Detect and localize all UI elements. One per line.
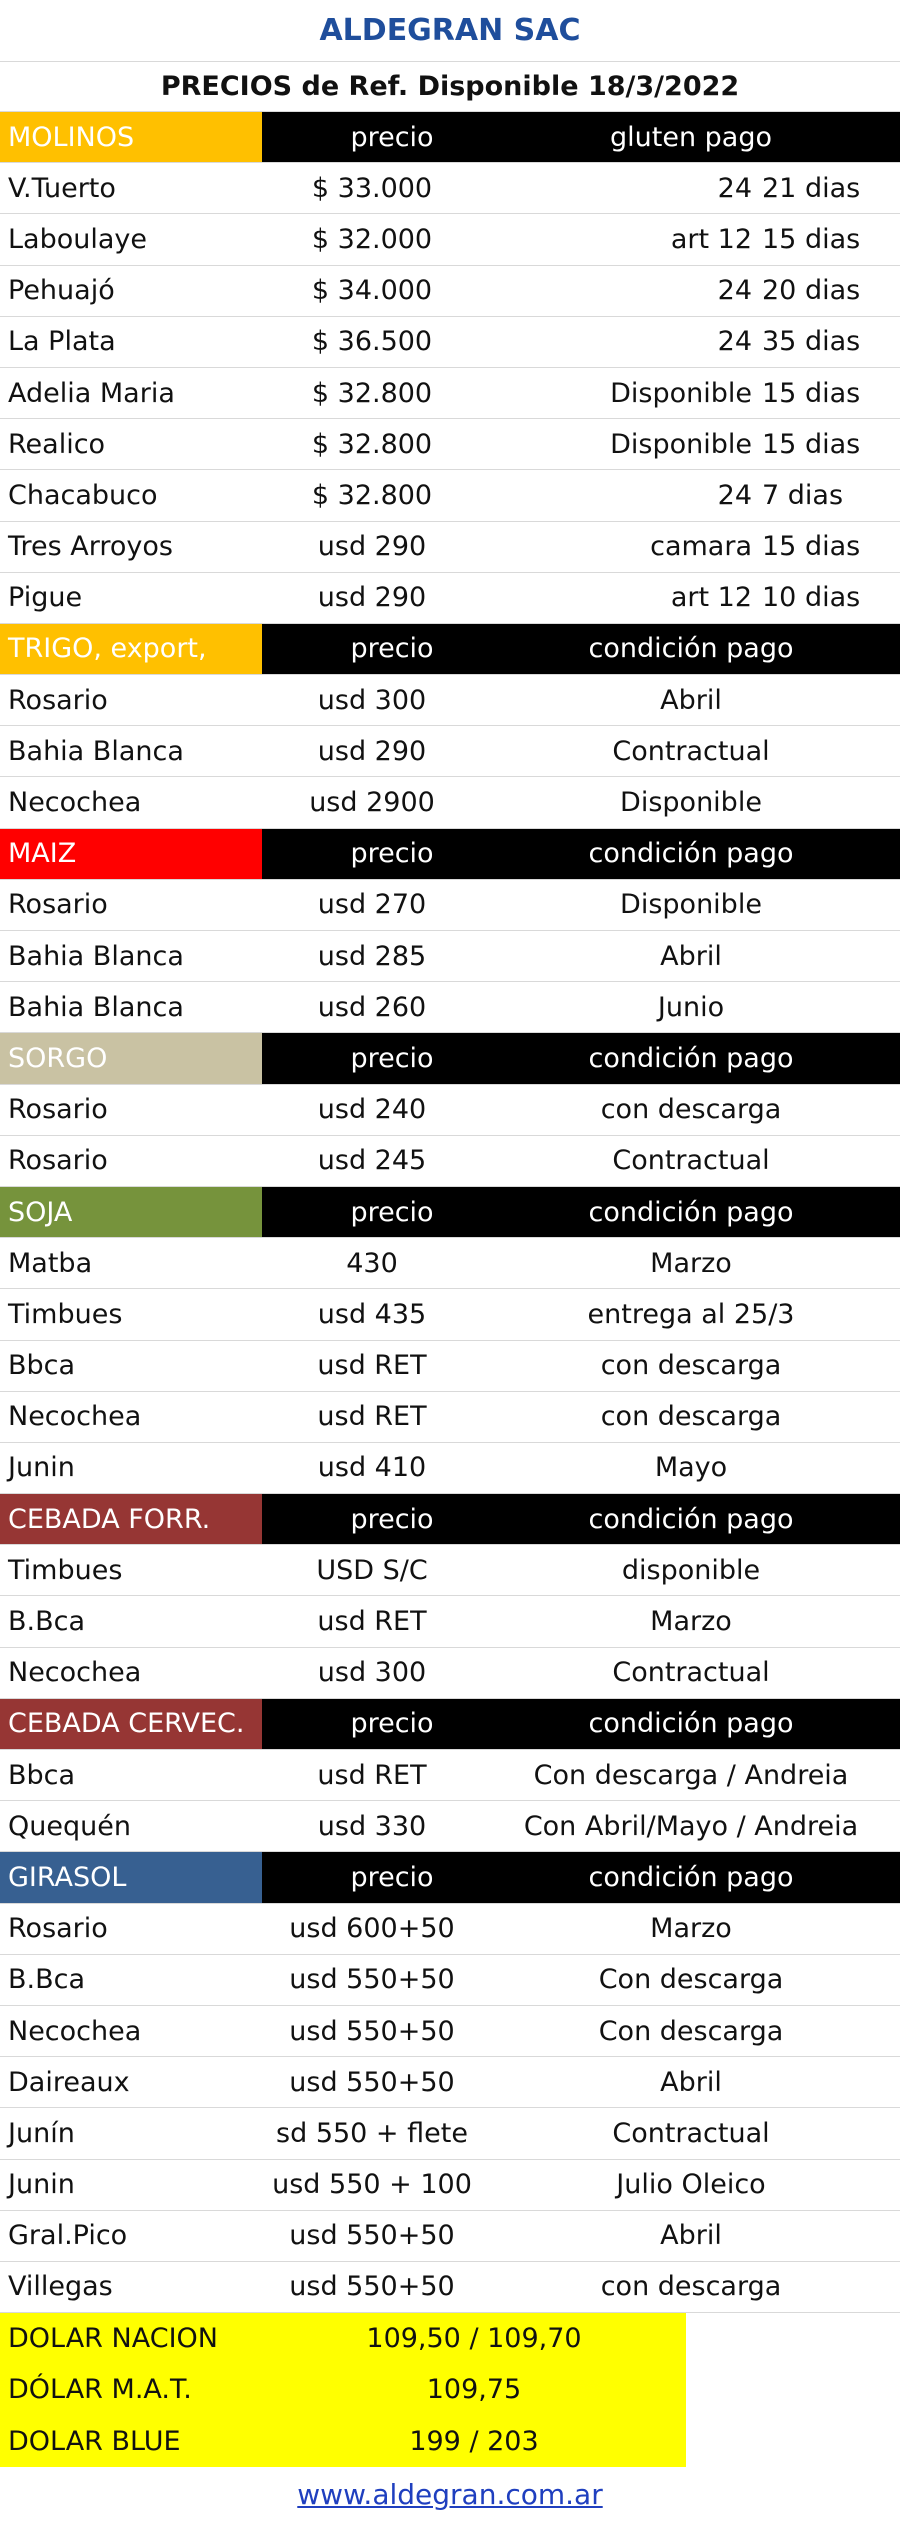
row-price: $ 33.000 xyxy=(311,172,433,204)
section-name: SORGO xyxy=(0,1033,262,1083)
row-price: usd 245 xyxy=(317,1145,427,1177)
row-price: usd 2900 xyxy=(309,787,435,819)
row-condition-group xyxy=(482,582,900,613)
dolar-row xyxy=(0,2415,900,2466)
condition-split xyxy=(482,224,900,255)
row-location: B.Bca xyxy=(8,1606,86,1638)
row-condition: con descarga xyxy=(600,1094,782,1126)
row-price: usd RET xyxy=(317,1401,427,1433)
table-row xyxy=(0,2006,900,2057)
row-location: Daireaux xyxy=(8,2066,130,2098)
table-row xyxy=(0,1750,900,1801)
row-location: Bbca xyxy=(8,1350,76,1382)
section-header xyxy=(0,1699,900,1750)
row-location: Villegas xyxy=(8,2271,113,2303)
table-row xyxy=(0,1289,900,1340)
condition-split xyxy=(482,531,900,562)
row-condition-group xyxy=(482,480,900,511)
section-name: GIRASOL xyxy=(0,1852,262,1902)
section-header xyxy=(0,829,900,880)
row-condition: art 12 xyxy=(670,223,752,255)
row-condition: Contractual xyxy=(612,1145,770,1177)
row-location: Necochea xyxy=(8,1401,142,1433)
row-price: sd 550 + flete xyxy=(276,2117,468,2149)
row-location: Rosario xyxy=(8,1094,108,1126)
table-row xyxy=(0,2108,900,2159)
row-price: usd 300 xyxy=(317,684,427,716)
condition-split xyxy=(482,275,900,306)
row-condition: Disponible xyxy=(620,889,762,921)
table-row xyxy=(0,2057,900,2108)
dolar-row xyxy=(0,2313,900,2364)
page-subtitle: PRECIOS de Ref. Disponible 18/3/2022 xyxy=(0,62,900,112)
row-condition: 24 xyxy=(717,479,752,511)
row-payment: 10 dias xyxy=(762,582,861,614)
row-condition: Julio Oleico xyxy=(616,2169,766,2201)
table-row xyxy=(0,2262,900,2313)
section-header xyxy=(0,1852,900,1903)
section-name: CEBADA CERVEC. xyxy=(0,1699,262,1749)
row-price: $ 32.800 xyxy=(311,428,433,460)
condition-split xyxy=(482,429,900,460)
row-condition: con descarga xyxy=(600,2271,782,2303)
column-header-price: precio xyxy=(262,1187,482,1237)
section-name: MOLINOS xyxy=(0,112,262,162)
row-payment: 15 dias xyxy=(762,377,861,409)
row-location: Tres Arroyos xyxy=(8,531,173,563)
row-price: usd 550+50 xyxy=(289,1964,455,1996)
table-row xyxy=(0,522,900,573)
row-condition: Con Abril/Mayo / Andreia xyxy=(523,1810,859,1842)
condition-split xyxy=(482,582,900,613)
row-condition: Disponible xyxy=(620,787,762,819)
row-condition: con descarga xyxy=(600,1401,782,1433)
row-condition: Contractual xyxy=(612,735,770,767)
row-condition: Disponible xyxy=(610,428,752,460)
row-condition: con descarga xyxy=(600,1350,782,1382)
row-price: usd 550+50 xyxy=(289,2220,455,2252)
table-row xyxy=(0,982,900,1033)
section-header xyxy=(0,1033,900,1084)
dolar-label: DOLAR NACION xyxy=(0,2313,262,2364)
table-row xyxy=(0,880,900,931)
dolar-value: 199 / 203 xyxy=(262,2415,686,2466)
row-condition: Marzo xyxy=(650,1606,732,1638)
row-price: $ 32.800 xyxy=(311,377,433,409)
row-condition-group xyxy=(482,378,900,409)
column-header-condition: condición pago xyxy=(482,829,900,879)
row-location: Quequén xyxy=(8,1810,131,1842)
row-condition: Contractual xyxy=(612,1657,770,1689)
row-condition-group xyxy=(482,531,900,562)
row-location: Necochea xyxy=(8,787,142,819)
row-price: usd RET xyxy=(317,1606,427,1638)
section-header xyxy=(0,1494,900,1545)
column-header-condition: condición pago xyxy=(482,1033,900,1083)
row-location: Necochea xyxy=(8,2015,142,2047)
dolar-value: 109,50 / 109,70 xyxy=(262,2313,686,2364)
condition-split xyxy=(482,326,900,357)
row-price: $ 32.000 xyxy=(311,223,433,255)
column-header-price: precio xyxy=(262,829,482,879)
row-location: Adelia Maria xyxy=(8,377,175,409)
condition-split xyxy=(482,378,900,409)
row-condition: Con descarga xyxy=(598,1964,784,1996)
column-header-condition: condición pago xyxy=(482,1494,900,1544)
row-location: Timbues xyxy=(8,1554,123,1586)
row-location: Rosario xyxy=(8,1145,108,1177)
table-row xyxy=(0,777,900,828)
row-condition-group xyxy=(482,429,900,460)
row-price: usd 550+50 xyxy=(289,2015,455,2047)
dolar-label: DÓLAR M.A.T. xyxy=(0,2364,262,2415)
section-name: CEBADA FORR. xyxy=(0,1494,262,1544)
table-row xyxy=(0,1238,900,1289)
column-header-price: precio xyxy=(262,112,482,162)
row-location: Junin xyxy=(8,2169,75,2201)
column-header-price: precio xyxy=(262,1699,482,1749)
table-row xyxy=(0,1801,900,1852)
row-price: usd 240 xyxy=(317,1094,427,1126)
row-condition: Marzo xyxy=(650,1247,732,1279)
row-payment: 15 dias xyxy=(762,428,861,460)
column-header-price: precio xyxy=(262,1852,482,1902)
column-header-price: precio xyxy=(262,624,482,674)
table-row xyxy=(0,1443,900,1494)
row-price: usd 260 xyxy=(317,991,427,1023)
table-row xyxy=(0,214,900,265)
row-price: usd 330 xyxy=(317,1810,427,1842)
company-title: ALDEGRAN SAC xyxy=(0,0,900,62)
row-location: Matba xyxy=(8,1247,93,1279)
row-price: usd 550+50 xyxy=(289,2066,455,2098)
row-location: Timbues xyxy=(8,1298,123,1330)
row-condition: camara xyxy=(650,531,752,563)
condition-split xyxy=(482,173,900,204)
condition-split xyxy=(482,480,900,511)
dolar-row xyxy=(0,2364,900,2415)
row-location: Gral.Pico xyxy=(8,2220,128,2252)
row-location: Rosario xyxy=(8,1913,108,1945)
row-location: Chacabuco xyxy=(8,479,158,511)
table-row xyxy=(0,2211,900,2262)
row-condition: Marzo xyxy=(650,1913,732,1945)
row-condition: Abril xyxy=(660,940,722,972)
column-header-price: precio xyxy=(262,1494,482,1544)
dolar-block xyxy=(0,2313,900,2467)
table-row xyxy=(0,266,900,317)
row-condition: Junio xyxy=(657,991,725,1023)
row-payment: 20 dias xyxy=(762,275,861,307)
row-condition: entrega al 25/3 xyxy=(587,1298,795,1330)
row-price: usd 285 xyxy=(317,940,427,972)
table-row xyxy=(0,726,900,777)
table-row xyxy=(0,317,900,368)
row-location: Realico xyxy=(8,428,106,460)
column-header-condition: gluten pago xyxy=(482,112,900,162)
section-header xyxy=(0,624,900,675)
row-price: usd 270 xyxy=(317,889,427,921)
row-price: usd 550+50 xyxy=(289,2271,455,2303)
row-price: $ 32.800 xyxy=(311,479,433,511)
section-name: SOJA xyxy=(0,1187,262,1237)
row-location: Rosario xyxy=(8,684,108,716)
row-condition: Con descarga xyxy=(598,2015,784,2047)
row-price: usd 290 xyxy=(317,582,427,614)
row-price: usd 550 + 100 xyxy=(272,2169,472,2201)
row-location: Bahia Blanca xyxy=(8,991,184,1023)
row-location: Bbca xyxy=(8,1759,76,1791)
row-condition: 24 xyxy=(717,326,752,358)
table-row xyxy=(0,2160,900,2211)
row-price: USD S/C xyxy=(316,1554,428,1586)
row-price: usd RET xyxy=(317,1759,427,1791)
row-condition: art 12 xyxy=(670,582,752,614)
row-payment: 15 dias xyxy=(762,531,861,563)
row-location: La Plata xyxy=(8,326,116,358)
table-row xyxy=(0,1648,900,1699)
column-header-condition: condición pago xyxy=(482,1852,900,1902)
row-condition: Con descarga / Andreia xyxy=(533,1759,849,1791)
row-payment: 35 dias xyxy=(762,326,861,358)
row-price: 430 xyxy=(346,1247,398,1279)
row-condition-group xyxy=(482,173,900,204)
section-header xyxy=(0,1187,900,1238)
table-row xyxy=(0,1341,900,1392)
row-condition: 24 xyxy=(717,172,752,204)
row-price: usd RET xyxy=(317,1350,427,1382)
row-condition: Contractual xyxy=(612,2117,770,2149)
row-location: Pehuajó xyxy=(8,275,115,307)
row-location: Junín xyxy=(8,2117,75,2149)
row-price: usd 300 xyxy=(317,1657,427,1689)
table-row xyxy=(0,1136,900,1187)
table-row xyxy=(0,1545,900,1596)
row-price: $ 36.500 xyxy=(311,326,433,358)
section-header xyxy=(0,112,900,163)
row-payment: 21 dias xyxy=(762,172,861,204)
row-condition: 24 xyxy=(717,275,752,307)
table-row xyxy=(0,573,900,624)
row-condition: Abril xyxy=(660,684,722,716)
row-location: Bahia Blanca xyxy=(8,940,184,972)
row-location: Pigue xyxy=(8,582,83,614)
table-row xyxy=(0,1955,900,2006)
row-price: usd 410 xyxy=(317,1452,427,1484)
row-price: usd 290 xyxy=(317,735,427,767)
row-payment: 7 dias xyxy=(762,479,844,511)
section-name: MAIZ xyxy=(0,829,262,879)
dolar-value: 109,75 xyxy=(262,2364,686,2415)
row-price: $ 34.000 xyxy=(311,275,433,307)
table-row xyxy=(0,1904,900,1955)
column-header-condition: condición pago xyxy=(482,1699,900,1749)
row-payment: 15 dias xyxy=(762,223,861,255)
row-price: usd 600+50 xyxy=(289,1913,455,1945)
row-location: Bahia Blanca xyxy=(8,735,184,767)
table-row xyxy=(0,931,900,982)
section-name: TRIGO, export, xyxy=(0,624,262,674)
table-row xyxy=(0,1392,900,1443)
row-condition: disponible xyxy=(621,1554,761,1586)
row-condition: Abril xyxy=(660,2066,722,2098)
row-location: B.Bca xyxy=(8,1964,86,1996)
column-header-price: precio xyxy=(262,1033,482,1083)
row-condition-group xyxy=(482,326,900,357)
row-condition: Disponible xyxy=(610,377,752,409)
table-row xyxy=(0,163,900,214)
row-condition-group xyxy=(482,275,900,306)
table-row xyxy=(0,470,900,521)
table-row xyxy=(0,1596,900,1647)
column-header-condition: condición pago xyxy=(482,1187,900,1237)
row-price: usd 290 xyxy=(317,531,427,563)
table-row xyxy=(0,419,900,470)
table-row xyxy=(0,368,900,419)
sections-container xyxy=(0,112,900,2313)
row-price: usd 435 xyxy=(317,1298,427,1330)
website-link[interactable]: www.aldegran.com.ar xyxy=(297,2478,603,2512)
column-header-condition: condición pago xyxy=(482,624,900,674)
row-location: Laboulaye xyxy=(8,223,147,255)
table-row xyxy=(0,675,900,726)
row-location: Junin xyxy=(8,1452,75,1484)
row-location: Rosario xyxy=(8,889,108,921)
row-condition: Abril xyxy=(660,2220,722,2252)
row-location: V.Tuerto xyxy=(8,172,116,204)
row-condition-group xyxy=(482,224,900,255)
dolar-label: DOLAR BLUE xyxy=(0,2415,262,2466)
row-location: Necochea xyxy=(8,1657,142,1689)
row-condition: Mayo xyxy=(654,1452,728,1484)
table-row xyxy=(0,1085,900,1136)
